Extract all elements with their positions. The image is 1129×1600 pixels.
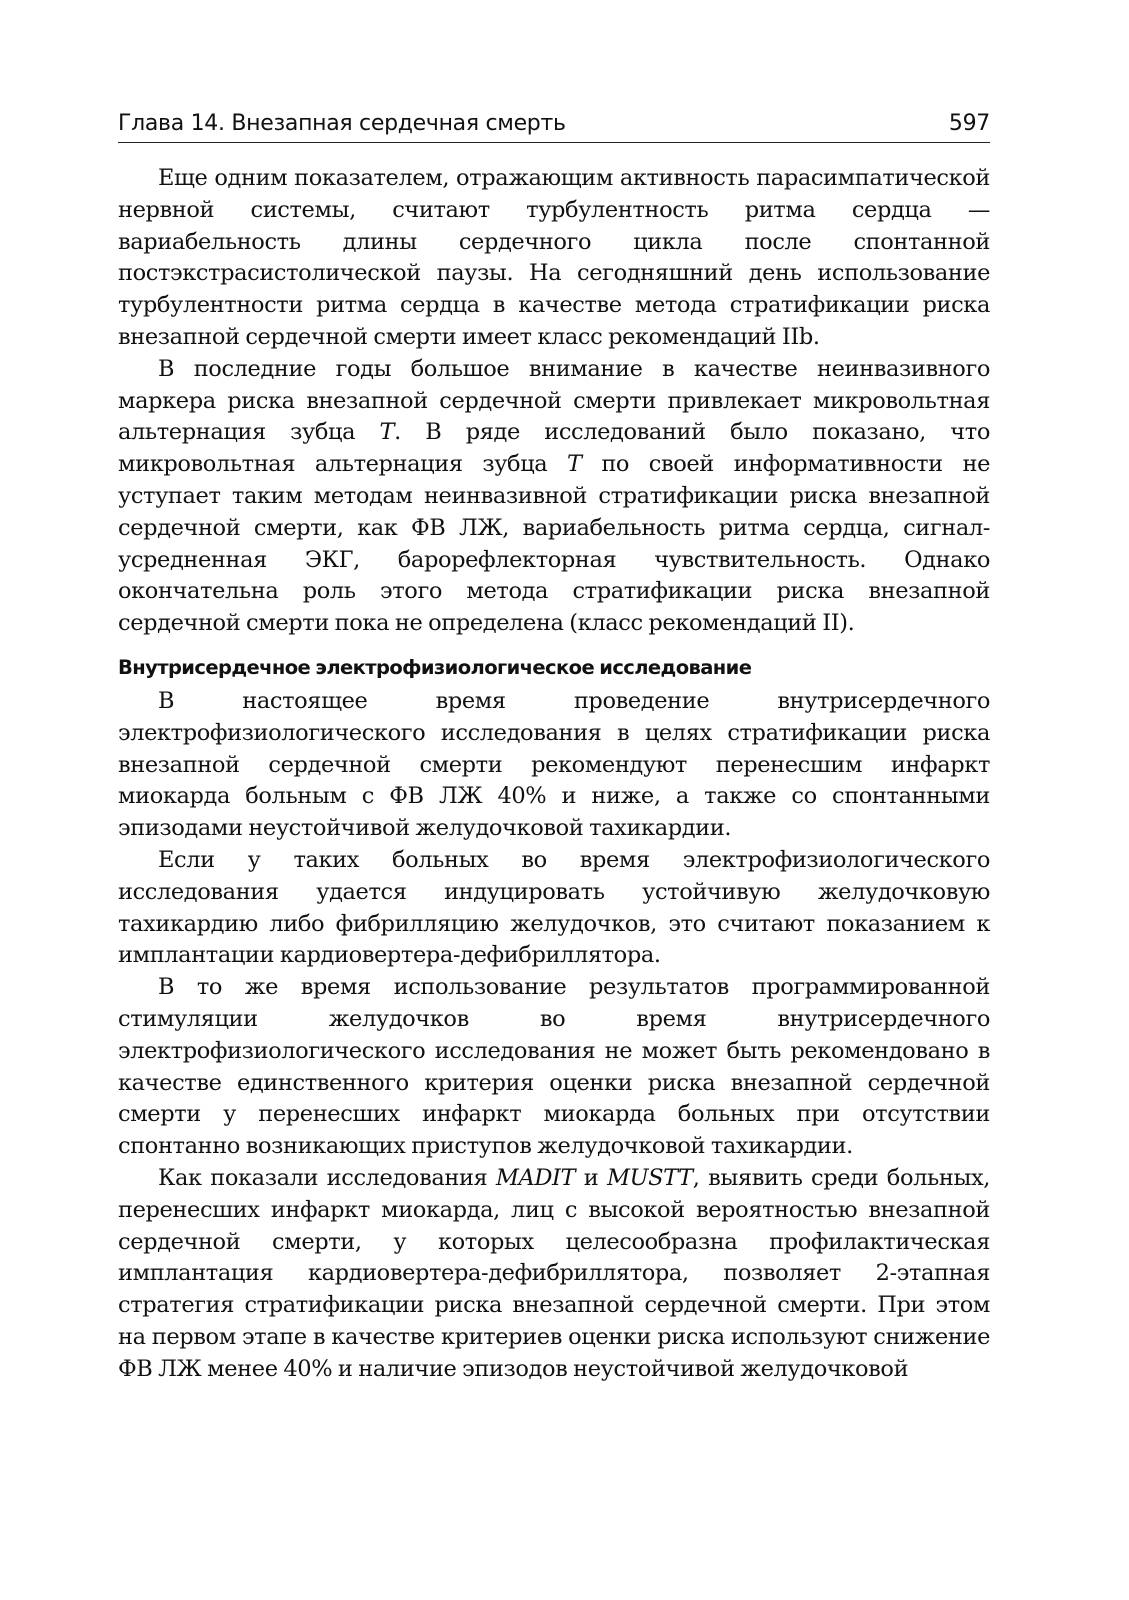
text-span: по своей информативности не уступает таким методам неинвазивной стратификации риска внезапной сердечной смерти, как ФВ ЛЖ, вариабельность ритма сердца, сигнал-усредненная ЭКГ, барорефлекторная чувствительность. Однако окончательна роль этого метода стратификации риска внезапной сердечной смерти пока не определена (класс рекомендаций II).: [118, 451, 991, 637]
paragraph-turbulence: Еще одним показателем, отражающим активность парасимпатической нервной системы, считают турбулентность ритма сердца — вариабельность длины сердечного цикла после спонтанной постэкстрасистолической паузы. На сегодняшний день использование турбулентности ритма сердца в качестве метода стратификации риска внезапной сердечной смерти имеет класс рекомендаций IIb.: [118, 165, 990, 350]
running-head: [118, 110, 990, 143]
section-heading: Внутрисердечное электрофизиологическое исследование: [118, 655, 752, 679]
trial-name-madit: MADIT: [495, 1164, 576, 1191]
paragraph-induction: Если у таких больных во время электрофизиологического исследования удается индуцировать устойчивую желудочковую тахикардию либо фибрилляцию желудочков, это считают показанием к имплантации кардиовертера-дефибриллятора.: [118, 846, 990, 969]
text-span: В последние годы большое внимание в качестве неинвазивного маркера риска внезапной сердечной смерти привлекает микровольтная альтернация зубца: [118, 355, 990, 446]
text-span: . В ряде исследований было показано, что микровольтная альтернация зубца: [118, 419, 990, 478]
chapter-title: Глава 14. Внезапная сердечная смерть: [118, 111, 566, 136]
body-text: [118, 163, 990, 1385]
text-span: и: [575, 1164, 607, 1191]
paragraph-madit-mustt: [118, 1163, 990, 1386]
page-number: 597: [948, 111, 990, 136]
t-wave-symbol: T: [379, 419, 395, 446]
text-span: Как показали исследования: [158, 1164, 496, 1191]
paragraph-ep-study: В настоящее время проведение внутрисердечного электрофизиологического исследования в целях стратификации риска внезапной сердечной смерти рекомендуют перенесшим инфаркт миокарда больным с ФВ ЛЖ 40% и ниже, а также со спонтанными эпизодами неустойчивой желудочковой тахикардии.: [118, 687, 990, 842]
document-page: [118, 110, 990, 1385]
t-wave-symbol: T: [567, 451, 582, 478]
paragraph-t-wave-alternans: [118, 354, 990, 640]
trial-name-mustt: MUSTT: [606, 1164, 693, 1191]
text-span: , выявить среди больных, перенесших инфаркт миокарда, лиц с высокой вероятностью внезапной сердечной смерти, у которых целесообразна профилактическая имплантация кардиовертера-дефибриллятора, позволяет 2-этапная стратегия стратификации риска внезапной сердечной смерти. При этом на первом этапе в качестве критериев оценки риска используют снижение ФВ ЛЖ менее 40% и наличие эпизодов неустойчивой желудочковой: [118, 1164, 990, 1382]
paragraph-programmed-stimulation: В то же время использование результатов программированной стимуляции желудочков во время внутрисердечного электрофизиологического исследования не может быть рекомендовано в качестве единственного критерия оценки риска внезапной сердечной смерти у перенесших инфаркт миокарда больных при отсутствии спонтанно возникающих приступов желудочковой тахикардии.: [118, 974, 990, 1160]
